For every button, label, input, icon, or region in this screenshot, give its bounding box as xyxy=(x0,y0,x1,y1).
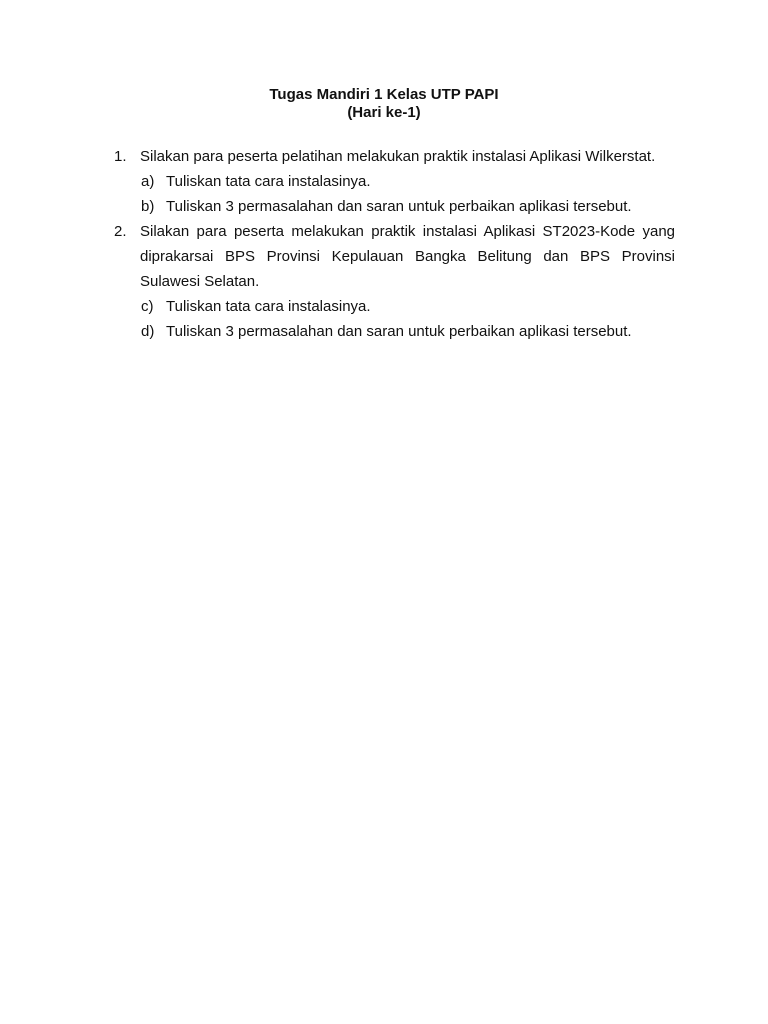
subtask-letter: a) xyxy=(141,173,155,190)
task-text: Silakan para peserta melakukan praktik instalasi Aplikasi ST2023-Kode yang diprakarsai BPS Provinsi Kepulauan Bangka Belitung dan BPS Provinsi Sulawesi Selatan. xyxy=(140,223,675,290)
task-text: Silakan para peserta pelatihan melakukan praktik instalasi Aplikasi Wilkerstat. xyxy=(140,148,656,165)
subtask-item-d xyxy=(0,319,686,344)
subtask-letter: d) xyxy=(141,323,155,340)
subtask-text: Tuliskan 3 permasalahan dan saran untuk perbaikan aplikasi tersebut. xyxy=(166,323,632,340)
subtask-text: Tuliskan 3 permasalahan dan saran untuk perbaikan aplikasi tersebut. xyxy=(166,198,632,215)
subtask-text: Tuliskan tata cara instalasinya. xyxy=(166,298,371,315)
subtask-letter: c) xyxy=(141,298,154,315)
document-subtitle: (Hari ke-1) xyxy=(347,104,421,121)
task-number: 1. xyxy=(114,148,127,165)
task-number: 2. xyxy=(114,223,127,240)
subtask-text: Tuliskan tata cara instalasinya. xyxy=(166,173,371,190)
subtask-letter: b) xyxy=(141,198,155,215)
task-item-2 xyxy=(0,219,675,294)
document-title: Tugas Mandiri 1 Kelas UTP PAPI xyxy=(269,86,499,103)
task-item-1 xyxy=(0,144,675,169)
subtask-item-c xyxy=(0,294,686,319)
subtask-item-b xyxy=(0,194,686,219)
subtask-item-a xyxy=(0,169,686,194)
document-header xyxy=(0,86,768,122)
task-list xyxy=(0,144,768,344)
